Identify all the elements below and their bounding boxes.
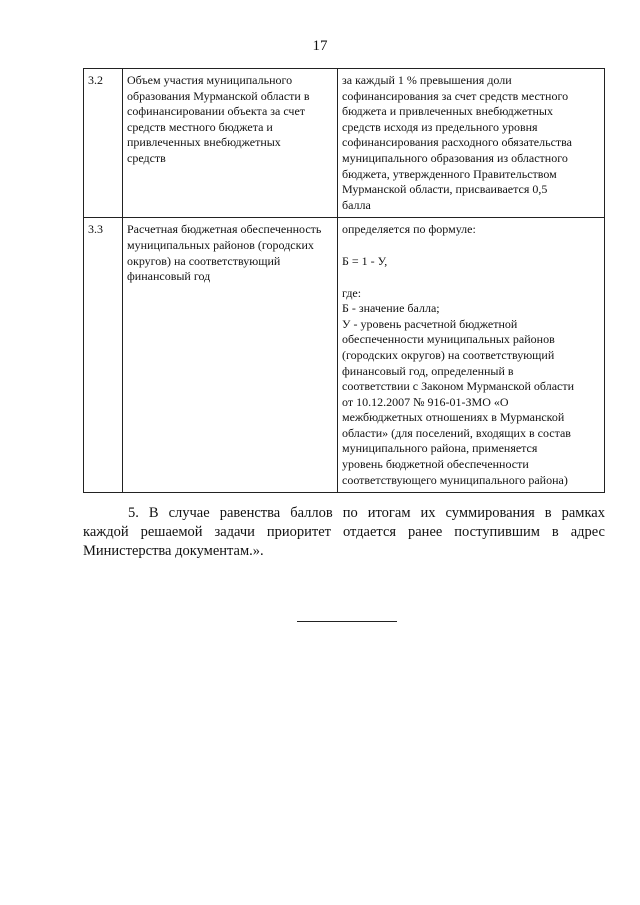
scoring-rule: [338, 69, 605, 218]
rule-line: У - уровень расчетной бюджетной: [342, 316, 518, 331]
rule-line: бюджета и привлеченных внебюджетных: [342, 104, 553, 119]
description-line: софинансировании объекта за счет: [127, 104, 306, 119]
rule-line: балла: [342, 197, 371, 212]
rule-line: обеспеченности муниципальных районов: [342, 332, 555, 347]
formula-where: где:: [342, 285, 362, 300]
rule-line: муниципального района, применяется: [342, 441, 538, 456]
closing-paragraph: [83, 504, 605, 561]
closing-line: Министерства документам.».: [83, 543, 264, 559]
row-number: 3.2: [84, 69, 123, 218]
table-row: [84, 69, 605, 218]
rule-line: соответствующего муниципального района): [342, 472, 568, 487]
description-line: привлеченных внебюджетных: [127, 135, 281, 150]
criterion-description: [123, 218, 338, 493]
end-of-document-rule: [297, 621, 397, 622]
rule-line: софинансирования за счет средств местного: [342, 88, 569, 103]
rule-line: (городских округов) на соответствующий: [342, 347, 555, 362]
rule-line: средств исходя из предельного уровня: [342, 119, 538, 134]
description-line: средств местного бюджета и: [127, 119, 273, 134]
rule-line: Мурманской области, присваивается 0,5: [342, 182, 548, 197]
rule-line: финансовый год, определенный в: [342, 363, 514, 378]
rule-line: от 10.12.2007 № 916-01-ЗМО «О: [342, 394, 509, 409]
rule-line: соответствии с Законом Мурманской области: [342, 379, 575, 394]
rule-line: софинансирования расходного обязательства: [342, 135, 572, 150]
table-row: [84, 218, 605, 493]
description-line: средств: [127, 150, 166, 165]
rule-line: муниципального образования из областного: [342, 150, 568, 165]
description-line: образования Мурманской области в: [127, 88, 310, 103]
page-number: 17: [312, 38, 328, 54]
rule-line: межбюджетных отношениях в Мурманской: [342, 410, 565, 425]
criteria-table: [83, 68, 605, 493]
rule-line: бюджета, утвержденного Правительством: [342, 166, 557, 181]
criterion-description: [123, 69, 338, 218]
rule-line: Б - значение балла;: [342, 301, 440, 316]
description-line: финансовый год: [127, 269, 211, 284]
scoring-rule: [338, 218, 605, 493]
description-line: муниципальных районов (городских: [127, 237, 314, 252]
row-number: 3.3: [84, 218, 123, 493]
closing-line: каждой решаемой задачи приоритет отдается ранее поступившим в адрес: [83, 524, 605, 540]
rule-intro: определяется по формуле:: [342, 222, 476, 237]
formula: Б = 1 - У,: [342, 253, 388, 268]
description-line: округов) на соответствующий: [127, 253, 281, 268]
rule-line: области» (для поселений, входящих в состав: [342, 425, 571, 440]
rule-line: уровень бюджетной обеспеченности: [342, 457, 529, 472]
rule-line: за каждый 1 % превышения доли: [342, 73, 512, 87]
closing-line: 5. В случае равенства баллов по итогам их суммирования в рамках: [128, 505, 605, 521]
description-line: Объем участия муниципального: [127, 73, 293, 87]
description-line: Расчетная бюджетная обеспеченность: [127, 222, 322, 237]
